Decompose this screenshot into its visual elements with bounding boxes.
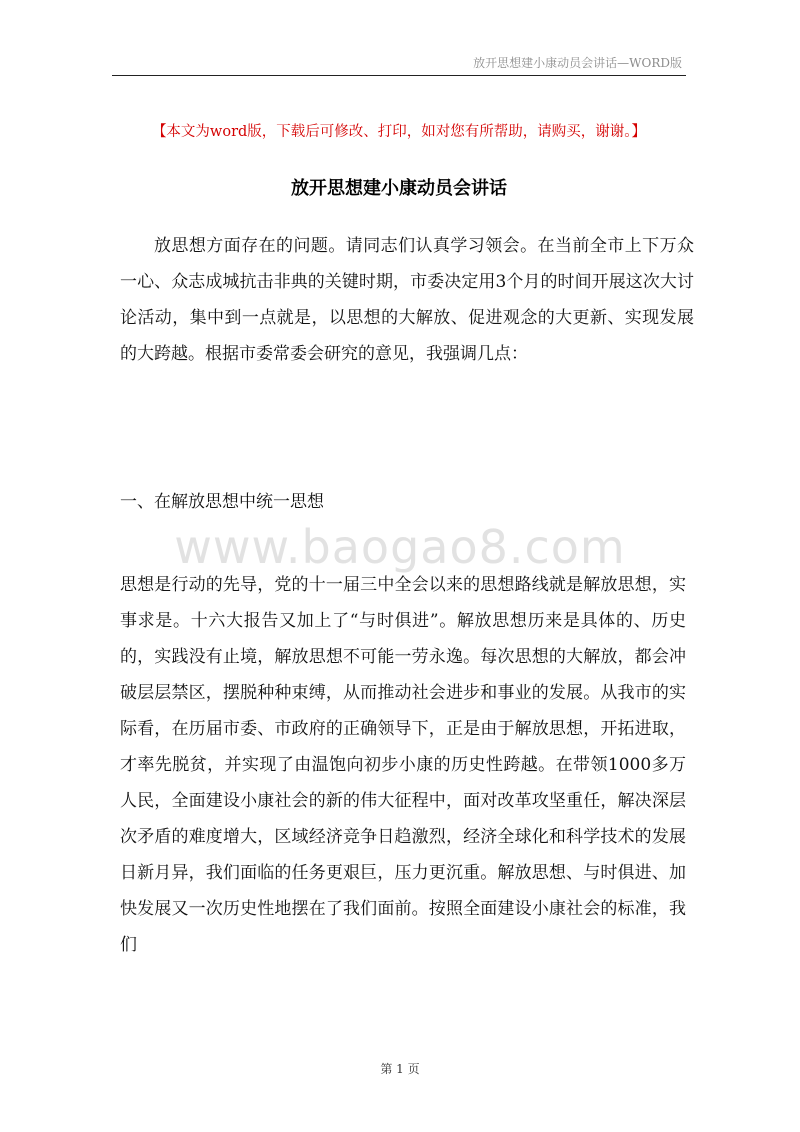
watermark-text: www.baogao8.com	[174, 520, 626, 574]
section-1-paragraph: 思想是行动的先导，党的十一届三中全会以来的思想路线就是解放思想，实事求是。十六大报告又加上了“与时俱进”。解放思想历来是具体的、历史的，实践没有止境，解放思想不可能一劳永逸。每次思想的大解放，都会冲破层层禁区，摆脱种种束缚，从而推动社会进步和事业的发展。从我市的实际看，在历届市委、市政府的正确领导下，正是由于解放思想，开拓进取，才率先脱贫，并实现了由温饱向初步小康的历史性跨越。在带领1000多万人民，全面建设小康社会的新的伟大征程中，面对改革攻坚重任，解决深层次矛盾的难度增大，区域经济竞争日趋激烈，经济全球化和科学技术的发展日新月异，我们面临的任务更艰巨，压力更沉重。解放思想、与时俱进、加快发展又一次历史性地摆在了我们面前。按照全面建设小康社会的标准，我们	[120, 575, 686, 955]
page-number: 第 1 页	[380, 1062, 420, 1076]
header-divider	[112, 75, 686, 76]
purchase-notice: 【本文为word版，下载后可修改、打印，如对您有所帮助，请购买，谢谢。】	[151, 124, 647, 140]
running-header: 放开思想建小康动员会讲话—WORD版	[473, 56, 682, 70]
intro-paragraph: 放思想方面存在的问题。请同志们认真学习领会。在当前全市上下万众一心、众志成城抗击非典的关键时期，市委决定用3个月的时间开展这次大讨论活动，集中到一点就是，以思想的大解放、促进观念的大更新、实现发展的大跨越。根据市委常委会研究的意见，我强调几点：	[120, 236, 694, 364]
section-heading-1: 一、在解放思想中统一思想	[120, 492, 324, 512]
document-title: 放开思想建小康动员会讲话	[291, 178, 507, 199]
